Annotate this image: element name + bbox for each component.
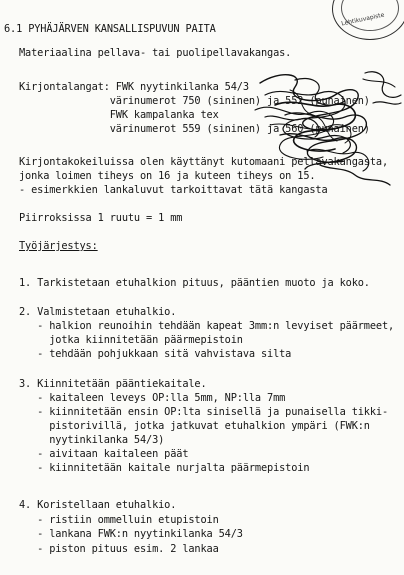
step-3-item: - kiinnitetään kaitale nurjalta päärmepistoin <box>19 462 310 474</box>
step-3-item: nyytinkilanka 54/3) <box>19 434 165 446</box>
yarn-line-2: värinumerot 750 (sininen) ja 552 (punainen) <box>19 95 370 107</box>
material-line: Materiaalina pellava- tai puolipellavakangas. <box>19 47 292 59</box>
step-4-item: - lankana FWK:n nyytinkilanka 54/3 <box>19 528 243 540</box>
workorder-heading: Työjärjestys: <box>19 240 98 252</box>
step-3-item: - kiinnitetään ensin OP:lta sinisellä ja punaisella tikki- <box>19 406 389 418</box>
step-4: 4. Koristellaan etuhalkio. <box>19 499 177 511</box>
document-title: 6.1 PYHÄJÄRVEN KANSALLISPUVUN PAITA <box>4 23 216 35</box>
stamp-text: Lehtikuvapiste <box>340 11 385 28</box>
step-1: 1. Tarkistetaan etuhalkion pituus, pääntien muoto ja koko. <box>19 277 370 289</box>
scale-note: Piirroksissa 1 ruutu = 1 mm <box>19 212 183 224</box>
fabric-line-3: - esimerkkien lankaluvut tarkoittavat tätä kangasta <box>19 184 328 196</box>
yarn-line-3: FWK kampalanka tex <box>19 109 219 121</box>
step-2-item: jotka kiinnitetään päärmepistoin <box>19 334 243 346</box>
yarn-line-1: Kirjontalangat: FWK nyytinkilanka 54/3 <box>19 81 249 93</box>
step-3-item: pistorivillä, jotka jatkuvat etuhalkion ympäri (FWK:n <box>19 420 370 432</box>
step-2-item: - tehdään pohjukkaan sitä vahvistava silta <box>19 348 292 360</box>
step-3: 3. Kiinnitetään pääntiekaitale. <box>19 378 207 390</box>
step-2-item: - halkion reunoihin tehdään kapeat 3mm:n levyiset päärmeet, <box>19 320 395 332</box>
fabric-line-1: Kirjontakokeiluissa olen käyttänyt kutomaani pellavakangasta, <box>19 156 389 168</box>
step-3-item: - kaitaleen leveys OP:lla 5mm, NP:lla 7mm <box>19 392 286 404</box>
fabric-line-2: jonka loimen tiheys on 16 ja kuteen tiheys on 15. <box>19 170 316 182</box>
step-2: 2. Valmistetaan etuhalkio. <box>19 306 177 318</box>
yarn-line-4: värinumerot 559 (sininen) ja 560 (punainen) <box>19 123 370 135</box>
step-4-item: - piston pituus esim. 2 lankaa <box>19 543 219 555</box>
step-4-item: - ristiin ommelluin etupistoin <box>19 514 219 526</box>
library-stamp <box>332 0 404 40</box>
step-3-item: - aivitaan kaitaleen päät <box>19 448 189 460</box>
